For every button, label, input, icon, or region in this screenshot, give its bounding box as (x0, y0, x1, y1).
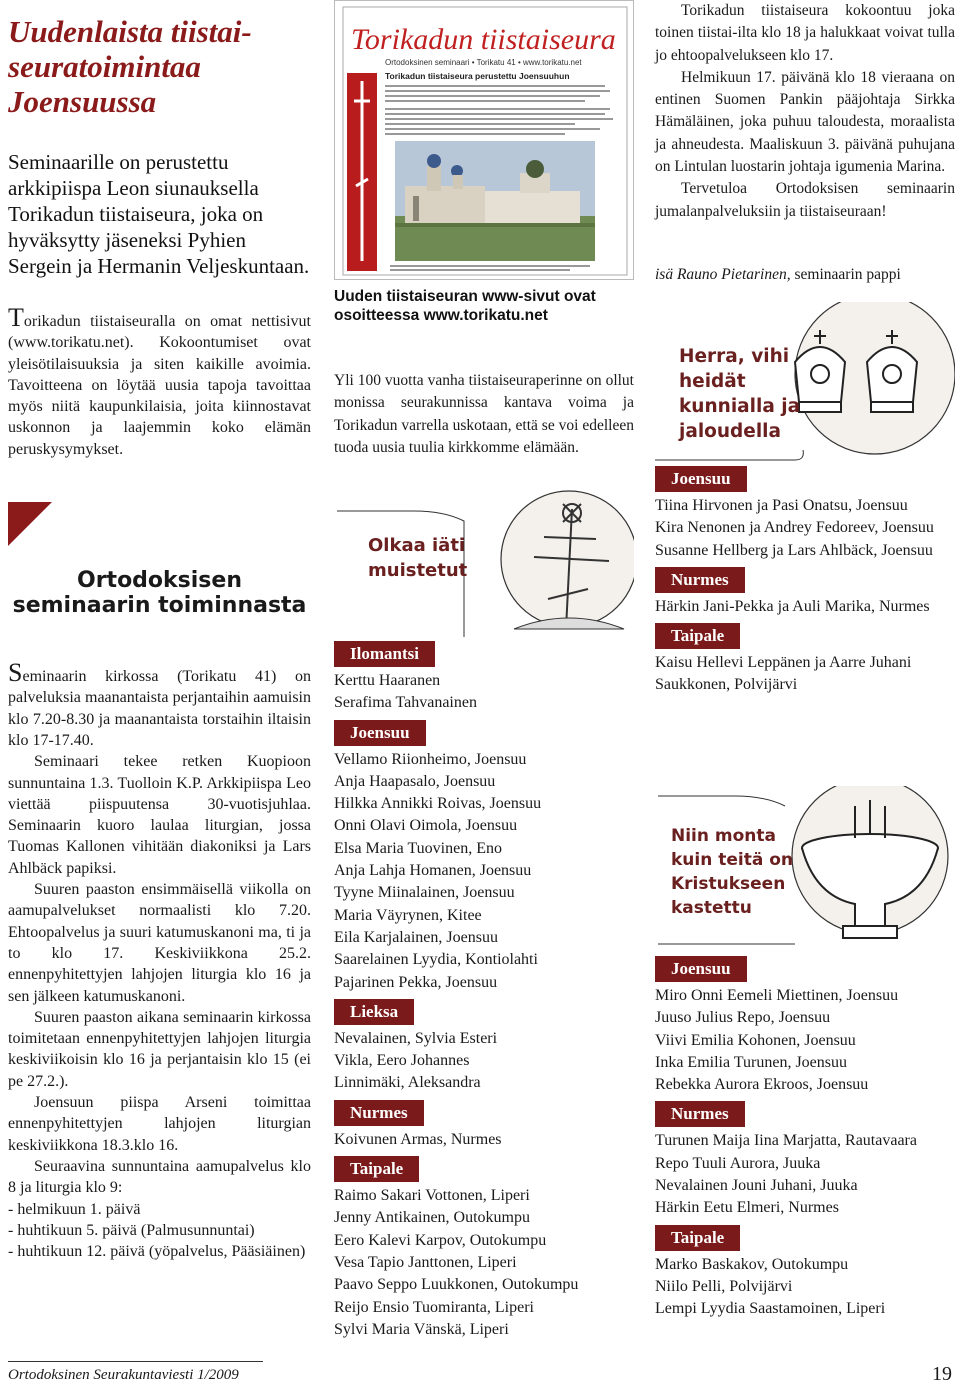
website-subtitle: Ortodoksinen seminaari • Torikatu 41 • www.torikatu.net (385, 58, 582, 67)
meeting-paragraph: Torikadun tiistaiseura kokoontuu joka toinen tiistai-ilta klo 18 ja halukkaat voivat tulla jo ehtoopalvelukseen klo 17. (655, 2, 955, 64)
article-intro: Torikadun tiistaiseuralla on omat nettisivut (www.torikatu.net). Kokoontumiset ovat yleisötilaisuuksia ja siten kaikille avoimia. Tavoitteena on löytää uusia tapoja tavoittaa myös niitä kaupunkilaisia, joita kiinnostavat uskonnon ja laajemmin koko elämän peruskysymykset. (8, 303, 311, 458)
baptism-badge (655, 786, 955, 946)
list-item: Kira Nenonen ja Andrey Fedoreev, Joensuu (655, 519, 934, 537)
wedding-list (655, 466, 955, 697)
list-item: Nevalainen, Sylvia Esteri (334, 1029, 498, 1047)
list-item: Eero Kalevi Karpov, Outokumpu (334, 1231, 547, 1249)
date-item: - huhtikuun 5. päivä (Palmusunnuntai) (8, 1221, 255, 1239)
list-item: Susanne Hellberg ja Lars Ahlbäck, Joensuu (655, 541, 933, 559)
list-item: Inka Emilia Turunen, Joensuu (655, 1053, 847, 1071)
list-item: Serafima Tahvanainen (334, 694, 477, 712)
website-screenshot-graphic (335, 1, 634, 280)
list-item: Paavo Seppo Luukkonen, Outokumpu (334, 1276, 579, 1294)
article-intro-block (8, 303, 311, 460)
list-item: Vesa Tapio Janttonen, Liperi (334, 1253, 517, 1271)
seminary-paragraph: Seminaarin kirkossa (Torikatu 41) on palveluksia maanantaista perjantaihin aamuisin klo 7.20-8.30 ja maanantaista torstaihin iltaisin klo 17-17.40. (8, 658, 311, 749)
list-item: Tiina Hirvonen ja Pasi Onatsu, Joensuu (655, 497, 908, 514)
tiistaiseura-text: Yli 100 vuotta vanha tiistaiseuraperinne on ollut monissa seurakunnissa kantava voima ja Torikadun varrella uskotaan, että se voi edelleen tuoda uusia tuulia kirkkomme elämään. (334, 372, 634, 456)
section-heading: Joensuu (334, 720, 426, 746)
baptism-list (655, 956, 955, 1321)
footer-publication: Ortodoksinen Seurakuntaviesti 1/2009 (8, 1367, 239, 1383)
column-left (8, 0, 311, 1262)
section-heading: Lieksa (334, 999, 414, 1025)
list-item: Hilkka Annikki Roivas, Joensuu (334, 795, 542, 813)
footer-rule (8, 1361, 263, 1362)
list-item: Viivi Emilia Kohonen, Joensuu (655, 1031, 856, 1049)
list-item: Rebekka Aurora Ekroos, Joensuu (655, 1076, 869, 1094)
seminary-paragraph: Seuraavina sunnuntaina aamupalvelus klo 8 ja liturgia klo 9: (8, 1157, 311, 1197)
list-item: Niilo Pelli, Polvijärvi (655, 1277, 793, 1295)
section-heading: Nurmes (334, 1100, 424, 1126)
signature-role: seminaarin pappi (794, 266, 901, 283)
baptism-badge-text: Niin monta kuin teitä on Kristukseen kastettu (671, 826, 794, 918)
memorial-badge (334, 489, 634, 639)
date-item: - huhtikuun 12. päivä (yöpalvelus, Pääsiäinen) (8, 1243, 306, 1261)
wedding-badge-text: Herra, vihi heidät kunnialla ja jaloudella (679, 346, 801, 442)
list-item: Anja Haapasalo, Joensuu (334, 772, 496, 790)
list-item: Tyyne Miinalainen, Joensuu (334, 884, 515, 902)
section-heading: Ilomantsi (334, 641, 435, 667)
seminary-paragraph: Seminaari tekee retken Kuopioon sunnuntaina 1.3. Tuolloin K.P. Arkkipiispa Leo viettää piispuutensa 30-vuotisjuhlaa. Seminaarin kuoro laulaa liturgian, jossa Tuomas Kallonen vihitään diakoniksi ja Lars Ahlbäck papiksi. (8, 753, 311, 877)
article-title: Uudenlaista tiistai-seuratoimintaa Joensuussa (8, 14, 252, 119)
list-item: Härkin Jani-Pekka ja Auli Marika, Nurmes (655, 597, 930, 615)
website-caption: Uuden tiistaiseuran www-sivut ovat osoitteessa www.torikatu.net (334, 288, 596, 324)
article-lead: Seminaarille on perustettu arkkipiispa Leon siunauksella Torikadun tiistaiseura, joka on hyväksytty jäseneksi Pyhien Sergein ja Hermanin Veljeskuntaan. (8, 150, 310, 278)
section-heading: Joensuu (655, 956, 747, 982)
column-middle (334, 0, 634, 1387)
memorial-list (334, 641, 634, 1341)
list-item: Jenny Antikainen, Outokumpu (334, 1209, 530, 1227)
seminary-paragraph: Joensuun piispa Arseni toimittaa ennenpyhitettyjen lahjojen liturgian keskiviikkona 18.3.klo 16. (8, 1094, 311, 1154)
list-item: Juuso Julius Repo, Joensuu (655, 1009, 831, 1027)
meeting-paragraph: Tervetuloa Ortodoksisen seminaarin jumalanpalveluksiin ja tiistaiseuraan! (655, 180, 955, 220)
list-item: Härkin Eetu Elmeri, Nurmes (655, 1199, 839, 1217)
list-item: Vellamo Riionheimo, Joensuu (334, 750, 527, 768)
section-heading: Taipale (334, 1156, 419, 1182)
column-right (655, 0, 955, 1318)
list-item: Raimo Sakari Vottonen, Liperi (334, 1187, 530, 1205)
page-number: 19 (932, 1363, 952, 1385)
section-heading: Taipale (655, 1225, 740, 1251)
list-item: Nevalainen Jouni Juhani, Juuka (655, 1177, 858, 1195)
seminary-paragraph: Suuren paaston ensimmäisellä viikolla on aamupalvelukset normaalisti klo 7.20. Ehtoopalvelus ja suuri katumuskanoni ma, ti ja to klo 17. Keskiviikkona 25.2. ennenpyhitettyjen lahjojen liturgia klo 16 ja sen jälkeen katumuskanoni. (8, 881, 311, 1005)
list-item: Pajarinen Pekka, Joensuu (334, 973, 498, 991)
list-item: Kaisu Hellevi Leppänen ja Aarre Juhani Saukkonen, Polvijärvi (655, 654, 912, 694)
seminary-box-header (8, 502, 311, 654)
seminary-box-title: Ortodoksisen seminaarin toiminnasta (12, 568, 307, 619)
section-heading: Nurmes (655, 1101, 745, 1127)
list-item: Turunen Maija Iina Marjatta, Rautavaara (655, 1132, 917, 1150)
list-item: Saarelainen Lyydia, Kontiolahti (334, 951, 538, 969)
wedding-badge (655, 302, 955, 462)
section-heading: Joensuu (655, 466, 747, 492)
date-item: - helmikuun 1. päivä (8, 1200, 141, 1218)
list-item: Marko Baskakov, Outokumpu (655, 1255, 849, 1273)
list-item: Koivunen Armas, Nurmes (334, 1130, 502, 1148)
list-item: Miro Onni Eemeli Miettinen, Joensuu (655, 987, 899, 1004)
list-item: Linnimäki, Aleksandra (334, 1074, 481, 1092)
website-heading: Torikadun tiistaiseura perustettu Joensuuhun (385, 71, 570, 81)
corner-decoration (8, 502, 52, 546)
list-item: Maria Väyrynen, Kitee (334, 906, 482, 924)
meeting-info (655, 0, 955, 223)
website-title: Torikadun tiistaiseura (351, 23, 616, 56)
signature-name: isä Rauno Pietarinen, (655, 266, 791, 283)
seminary-paragraph: Suuren paaston aikana seminaarin kirkossa toimitetaan ennenpyhitettyjen lahjojen liturgia keskiviikoisin klo 16 ja perjantaisin klo 15 (ei pe 27.2.). (8, 1008, 311, 1090)
section-heading: Taipale (655, 623, 740, 649)
website-screenshot (334, 0, 634, 280)
section-heading: Nurmes (655, 567, 745, 593)
list-item: Vikla, Eero Johannes (334, 1052, 470, 1070)
list-item: Kerttu Haaranen (334, 672, 441, 689)
list-item: Reijo Ensio Tuomiranta, Liperi (334, 1298, 534, 1316)
list-item: Sylvi Maria Vänskä, Liperi (334, 1320, 509, 1338)
meeting-paragraph: Helmikuun 17. päivänä klo 18 vieraana on entinen Suomen Pankin pääjohtaja Sirkka Hämäläinen, joka puhuu taloudesta, moraalista ja ahneudesta. Maaliskuun 3. päivänä puhujana on Lintulan luostarin johtaja igumenia Marina. (655, 68, 955, 176)
list-item: Repo Tuuli Aurora, Juuka (655, 1154, 821, 1172)
signature (655, 266, 955, 284)
seminary-body (8, 658, 311, 1262)
list-item: Elsa Maria Tuovinen, Eno (334, 839, 502, 857)
list-item: Eila Karjalainen, Joensuu (334, 928, 498, 946)
memorial-text: Olkaa iäti muistetut (368, 535, 468, 581)
list-item: Lempi Lyydia Saastamoinen, Liperi (655, 1300, 886, 1318)
list-item: Anja Lahja Homanen, Joensuu (334, 862, 532, 880)
list-item: Onni Olavi Oimola, Joensuu (334, 817, 518, 835)
